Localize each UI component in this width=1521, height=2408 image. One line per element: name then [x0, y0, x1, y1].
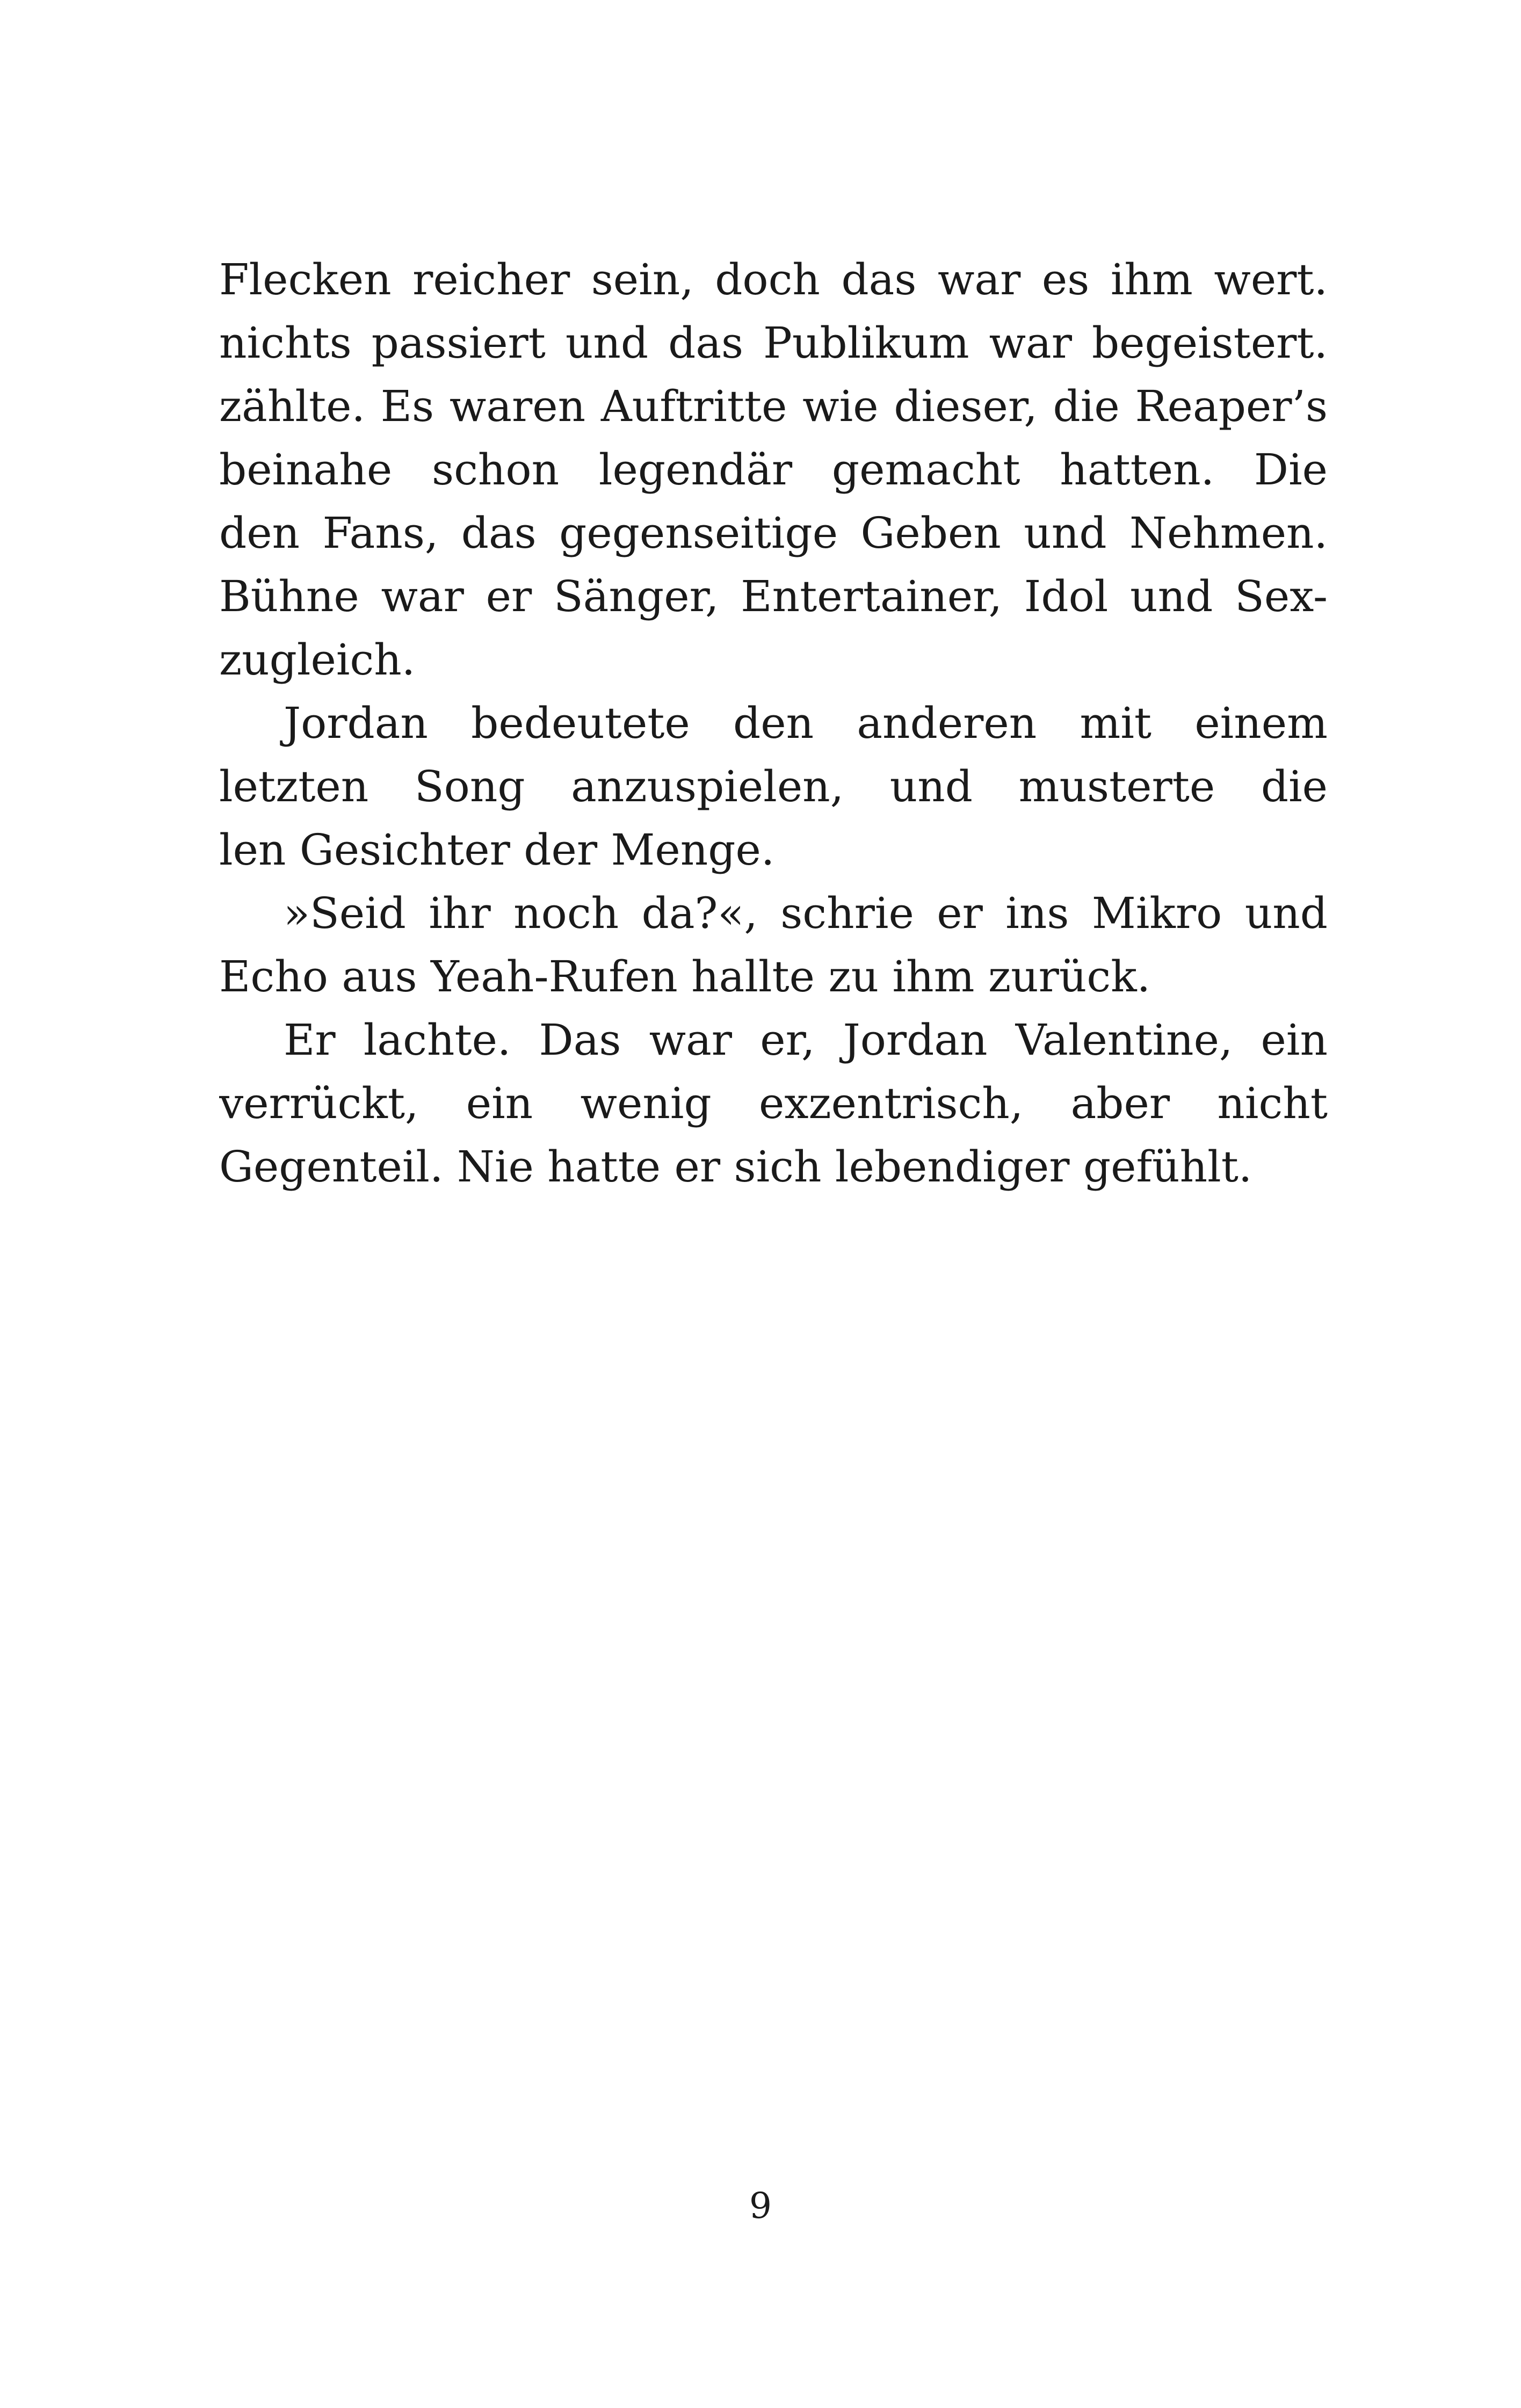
text-line: Echo aus Yeah-Rufen hallte zu ihm zurück.	[219, 952, 1151, 1002]
paragraph-1	[219, 248, 1328, 692]
text-line: beinahe schon legendär gemacht hatten. Die	[219, 445, 1328, 495]
text-line: letzten Song anzuspielen, und musterte die	[219, 761, 1328, 811]
text-line: Er lachte. Das war er, Jordan Valentine, ein	[284, 1015, 1328, 1065]
text-line: Gegenteil. Nie hatte er sich lebendiger gefühlt.	[219, 1142, 1252, 1192]
text-line: len Gesichter der Menge.	[219, 825, 775, 875]
text-line: den Fans, das gegenseitige Geben und Nehmen.	[219, 508, 1328, 558]
paragraph-3	[219, 882, 1328, 1009]
text-line: Bühne war er Sänger, Entertainer, Idol und Sex-	[219, 571, 1328, 621]
paragraph-2	[219, 692, 1328, 882]
text-line: nichts passiert und das Publikum war begeistert.	[219, 318, 1328, 368]
body-text	[219, 248, 1328, 1199]
text-line: »Seid ihr noch da?«, schrie er ins Mikro und	[284, 888, 1328, 938]
text-line: verrückt, ein wenig exzentrisch, aber nicht	[219, 1078, 1328, 1128]
text-line: Flecken reicher sein, doch das war es ihm wert.	[219, 255, 1328, 304]
text-line: zugleich.	[219, 635, 416, 685]
paragraph-4	[219, 1009, 1328, 1199]
text-line: Jordan bedeutete den anderen mit einem	[284, 698, 1328, 748]
page-number: 9	[749, 2185, 772, 2226]
text-line: zählte. Es waren Auftritte wie dieser, die Reaper’s	[219, 381, 1328, 431]
